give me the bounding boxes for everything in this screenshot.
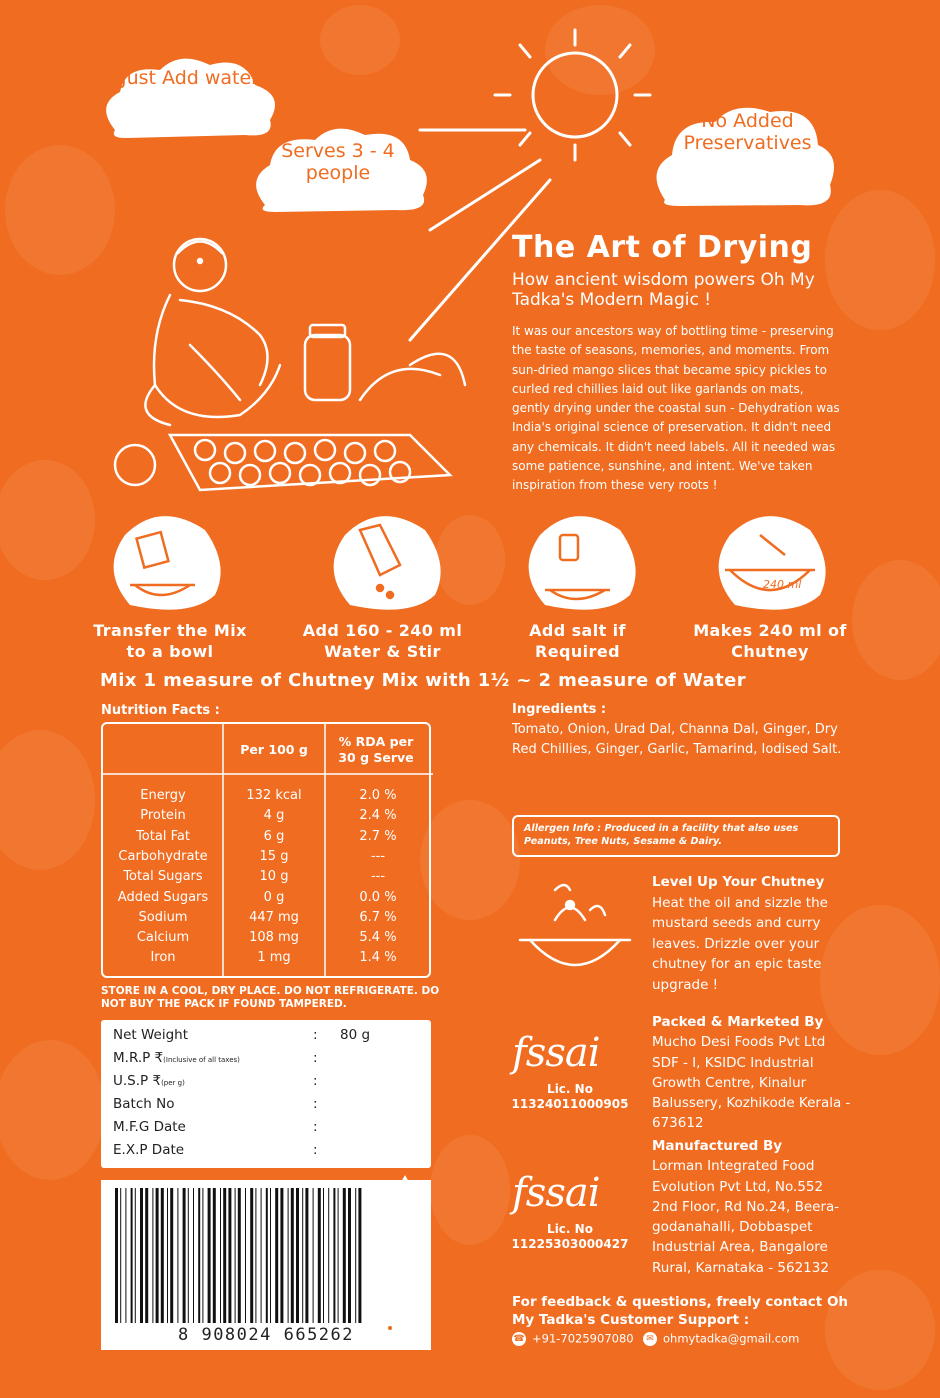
barcode-bar [275,1188,278,1323]
levelup-title: Level Up Your Chutney [652,874,825,890]
nutrition-row [103,869,433,889]
nutrition-row [103,890,433,910]
support-line: For feedback & questions, freely contact Oh My Tadka's Customer Support : [512,1294,849,1328]
barcode-bar [328,1188,329,1323]
barcode-bar [343,1188,346,1323]
pack-info-key [113,1119,186,1135]
pack-info-colon: : [313,1119,318,1135]
pack-info-key-text: Batch No [113,1096,175,1112]
barcode-bar [358,1188,361,1323]
step-4-badge: 240 ml [763,578,802,591]
manufactured-by-title: Manufactured By [652,1138,783,1154]
make-in-india-lion-icon [370,1310,435,1350]
nutrition-name: Energy [140,788,186,803]
barcode-bar [338,1188,339,1323]
packed-by-text: Mucho Desi Foods Pvt Ltd SDF - I, KSIDC Industrial Growth Centre, Kinalur Balussery, Kozhikode Kerala - 673612 [652,1034,851,1132]
pack-info-row [113,1096,423,1118]
fssai-lic-label-1: Lic. No [547,1082,593,1096]
fssai-logo-1: fssai [512,1030,600,1076]
barcode-bar [223,1188,226,1323]
cloud-just-add-water: Just Add water [121,67,259,89]
nutrition-name: Total Fat [136,828,190,844]
step-2-label: Add 160 - 240 ml Water & Stir [302,621,463,661]
barcode-bar [280,1188,283,1323]
tadka-pan-icon [510,880,640,990]
nutrition-name: Total Sugars [123,869,203,885]
pack-info-colon: : [313,1096,318,1112]
nutrition-table [101,722,431,978]
barcode-bar [348,1188,351,1323]
nutrition-rda: 6.7 % [359,909,397,925]
barcode-bar [140,1188,143,1323]
fssai-logo-2: fssai [512,1170,600,1216]
barcode-bar [188,1188,189,1323]
step-4-label: Makes 240 ml of Chutney [693,621,847,661]
nutrition-row [103,950,433,970]
barcode-bar [266,1188,268,1323]
art-title: The Art of Drying [512,230,813,265]
barcode-bar [167,1188,168,1323]
pack-info-key-text: E.X.P Date [113,1142,185,1158]
ingredients-text: Tomato, Onion, Urad Dal, Channa Dal, Ginger, Dry Red Chillies, Ginger, Garlic, Tamarind, Iodised Salt. [512,722,842,757]
step-blob-3 [515,510,645,615]
nutrition-name: Iron [150,950,176,966]
nutrition-rda: --- [370,869,386,885]
packed-by-block [652,1012,852,1134]
nutrition-row [103,829,433,849]
pack-info-note: (Inclusive of all taxes) [163,1056,240,1064]
cloud-no-preservatives: No Added Preservatives [683,110,812,154]
barcode-bar [318,1188,321,1323]
phone-icon: ☎ [513,1333,525,1344]
barcode-bar [323,1188,324,1323]
fssai-lic-label-2: Lic. No [547,1222,593,1236]
cloud-serves: Serves 3 - 4 people [281,140,395,184]
nutrition-per100: 132 kcal [246,788,302,803]
barcode-bar [220,1188,221,1323]
pack-info-colon: : [313,1050,318,1066]
levelup-text: Heat the oil and sizzle the mustard seeds and curry leaves. Drizzle over your chutney for an epic taste upgrade ! [652,894,828,993]
pack-info-key [113,1073,185,1089]
nutrition-name: Calcium [136,930,190,946]
barcode-bar [177,1188,178,1323]
barcode-bar [302,1188,303,1323]
barcode-bar [193,1188,194,1323]
art-subtitle: How ancient wisdom powers Oh My Tadka's Modern Magic ! [512,270,815,310]
barcode-bar [120,1188,121,1323]
nutrition-name: Carbohydrate [118,848,208,864]
barcode-bar [135,1188,136,1323]
pack-info-key [113,1142,184,1158]
fssai-license-1 [505,1082,635,1112]
barcode-bar [170,1188,173,1323]
nutrition-rda: 2.0 % [359,788,397,803]
nutrition-rda: 1.4 % [359,950,397,966]
support-phone[interactable] [512,1331,634,1346]
nutrition-per100: 6 g [263,828,285,844]
art-body: It was our ancestors way of bottling time - preserving the taste of seasons, memories, and moments. From sun-dried mango slices that became spicy pickles to curled red chillies laid out like garlands on mats, gently drying under the coastal sun - Dehydration was India's original science of preservation. It didn't need any chemicals. It didn't need labels. All it needed was some patience, sunshine, and intent. We've taken inspiration from these very roots ! [512,324,840,493]
nutrition-per100: 4 g [263,808,285,824]
barcode-bar [152,1188,153,1323]
levelup-block [652,872,852,995]
nutrition-row [103,849,433,869]
ingredients-block [512,700,842,760]
nutrition-per100: 108 mg [249,930,299,946]
nutrition-name: Sodium [138,909,188,925]
pack-info-colon: : [313,1027,318,1043]
barcode-bar [250,1188,253,1323]
barcode-bar [161,1188,164,1323]
step-blob-1 [100,510,230,615]
barcode-bar [305,1188,308,1323]
pack-info-key-text: M.R.P ₹ [113,1050,164,1066]
pack-info-note: (per g) [161,1079,185,1087]
step-1-label: Transfer the Mix to a bowl [93,621,247,661]
barcode-bar [245,1188,246,1323]
barcode-bar [288,1188,289,1323]
nutrition-row [103,788,433,808]
barcode-bar [355,1188,356,1323]
bin-icon [380,1240,430,1295]
pack-info-key [113,1096,174,1112]
barcode-bar [291,1188,294,1323]
allergen-info: Allergen Info : Produced in a facility that also uses Peanuts, Tree Nuts, Sesame & Dairy. [512,815,840,857]
pack-info-key [113,1050,240,1066]
step-blob-4 [705,510,835,615]
manufactured-by-block [652,1136,852,1278]
nutrition-rda: 2.7 % [359,828,397,844]
nutrition-rda: 2.4 % [359,808,397,824]
pack-info-key-text: U.S.P ₹ [113,1073,162,1089]
nutrition-row [103,930,433,950]
barcode-bar [296,1188,299,1323]
barcode-bar [213,1188,216,1323]
support-email-text: ohmytadka@gmail.com [663,1331,800,1346]
nutrition-rda: --- [370,848,386,864]
nutrition-per100: 15 g [259,848,289,864]
drying-illustration [110,225,475,505]
fssai-license-2 [505,1222,635,1252]
fssai-lic-no-2: 11225303000427 [511,1237,629,1251]
support-email[interactable] [643,1331,799,1346]
pack-info-key [113,1027,188,1043]
step-3-label: Add salt if Required [529,621,626,661]
recycle-icon [380,1175,430,1225]
nutrition-col-per100: Per 100 g [240,742,308,757]
barcode-digits: 8 908024 665262 [177,1325,355,1345]
barcode-bar [270,1188,271,1323]
mix-instruction: Mix 1 measure of Chutney Mix with 1½ ~ 2 measure of Water [100,670,746,691]
barcode-bar [156,1188,159,1323]
barcode-bar [255,1188,256,1323]
nutrition-per100: 447 mg [249,909,299,925]
nutrition-col-rda: % RDA per 30 g Serve [338,734,414,765]
nutrition-rda: 0.0 % [359,889,397,905]
manufactured-by-text: Lorman Integrated Food Evolution Pvt Ltd, No.552 2nd Floor, Rd No.24, Beera-godanahalli, Dobbaspet Industrial Area, Bangalore Rural, Karnataka - 562132 [652,1158,840,1276]
fssai-lic-no-1: 11324011000905 [511,1097,629,1111]
nutrition-rda: 5.4 % [359,930,397,946]
pack-info-row [113,1050,423,1072]
nutrition-per100: 0 g [263,889,285,905]
pack-info-key-text: M.F.G Date [113,1119,186,1135]
barcode-bar [145,1188,148,1323]
barcode-bar [228,1188,231,1323]
barcode-bar [313,1188,314,1323]
pack-info-value: 80 g [340,1027,371,1043]
barcode-bar [261,1188,262,1323]
barcode-bar [183,1188,186,1323]
recycle-number: 5 [401,1194,408,1205]
nutrition-heading: Nutrition Facts : [101,703,220,718]
pack-info-colon: : [313,1073,318,1089]
nutrition-row [103,910,433,930]
email-icon: ✉ [643,1332,657,1346]
barcode-bar [333,1188,335,1323]
pack-info-key-text: Net Weight [113,1027,189,1043]
barcode-bar [198,1188,200,1323]
storage-note: STORE IN A COOL, DRY PLACE. DO NOT REFRIGERATE. DO NOT BUY THE PACK IF FOUND TAMPERED. [101,985,440,1010]
nutrition-name: Added Sugars [117,889,209,905]
pack-info-row [113,1119,423,1141]
barcode-bar [125,1188,126,1323]
pack-info-row [113,1142,423,1164]
barcode-bar [131,1188,133,1323]
ingredients-heading: Ingredients : [512,702,607,717]
nutrition-name: Protein [140,808,186,824]
packed-by-title: Packed & Marketed By [652,1014,824,1030]
step-blob-2 [320,510,450,615]
pack-info-row [113,1027,423,1049]
nutrition-per100: 10 g [259,869,289,885]
barcode-bar [235,1188,236,1323]
pack-info-colon: : [313,1142,318,1158]
barcode-bar [208,1188,211,1323]
pack-info-table [101,1020,431,1168]
barcode-bar [115,1188,118,1323]
support-phone-text: +91-7025907080 [532,1331,634,1346]
barcode-bar [202,1188,203,1323]
pack-info-row [113,1073,423,1095]
nutrition-row [103,808,433,828]
barcode-bar [238,1188,241,1323]
nutrition-per100: 1 mg [257,950,291,966]
